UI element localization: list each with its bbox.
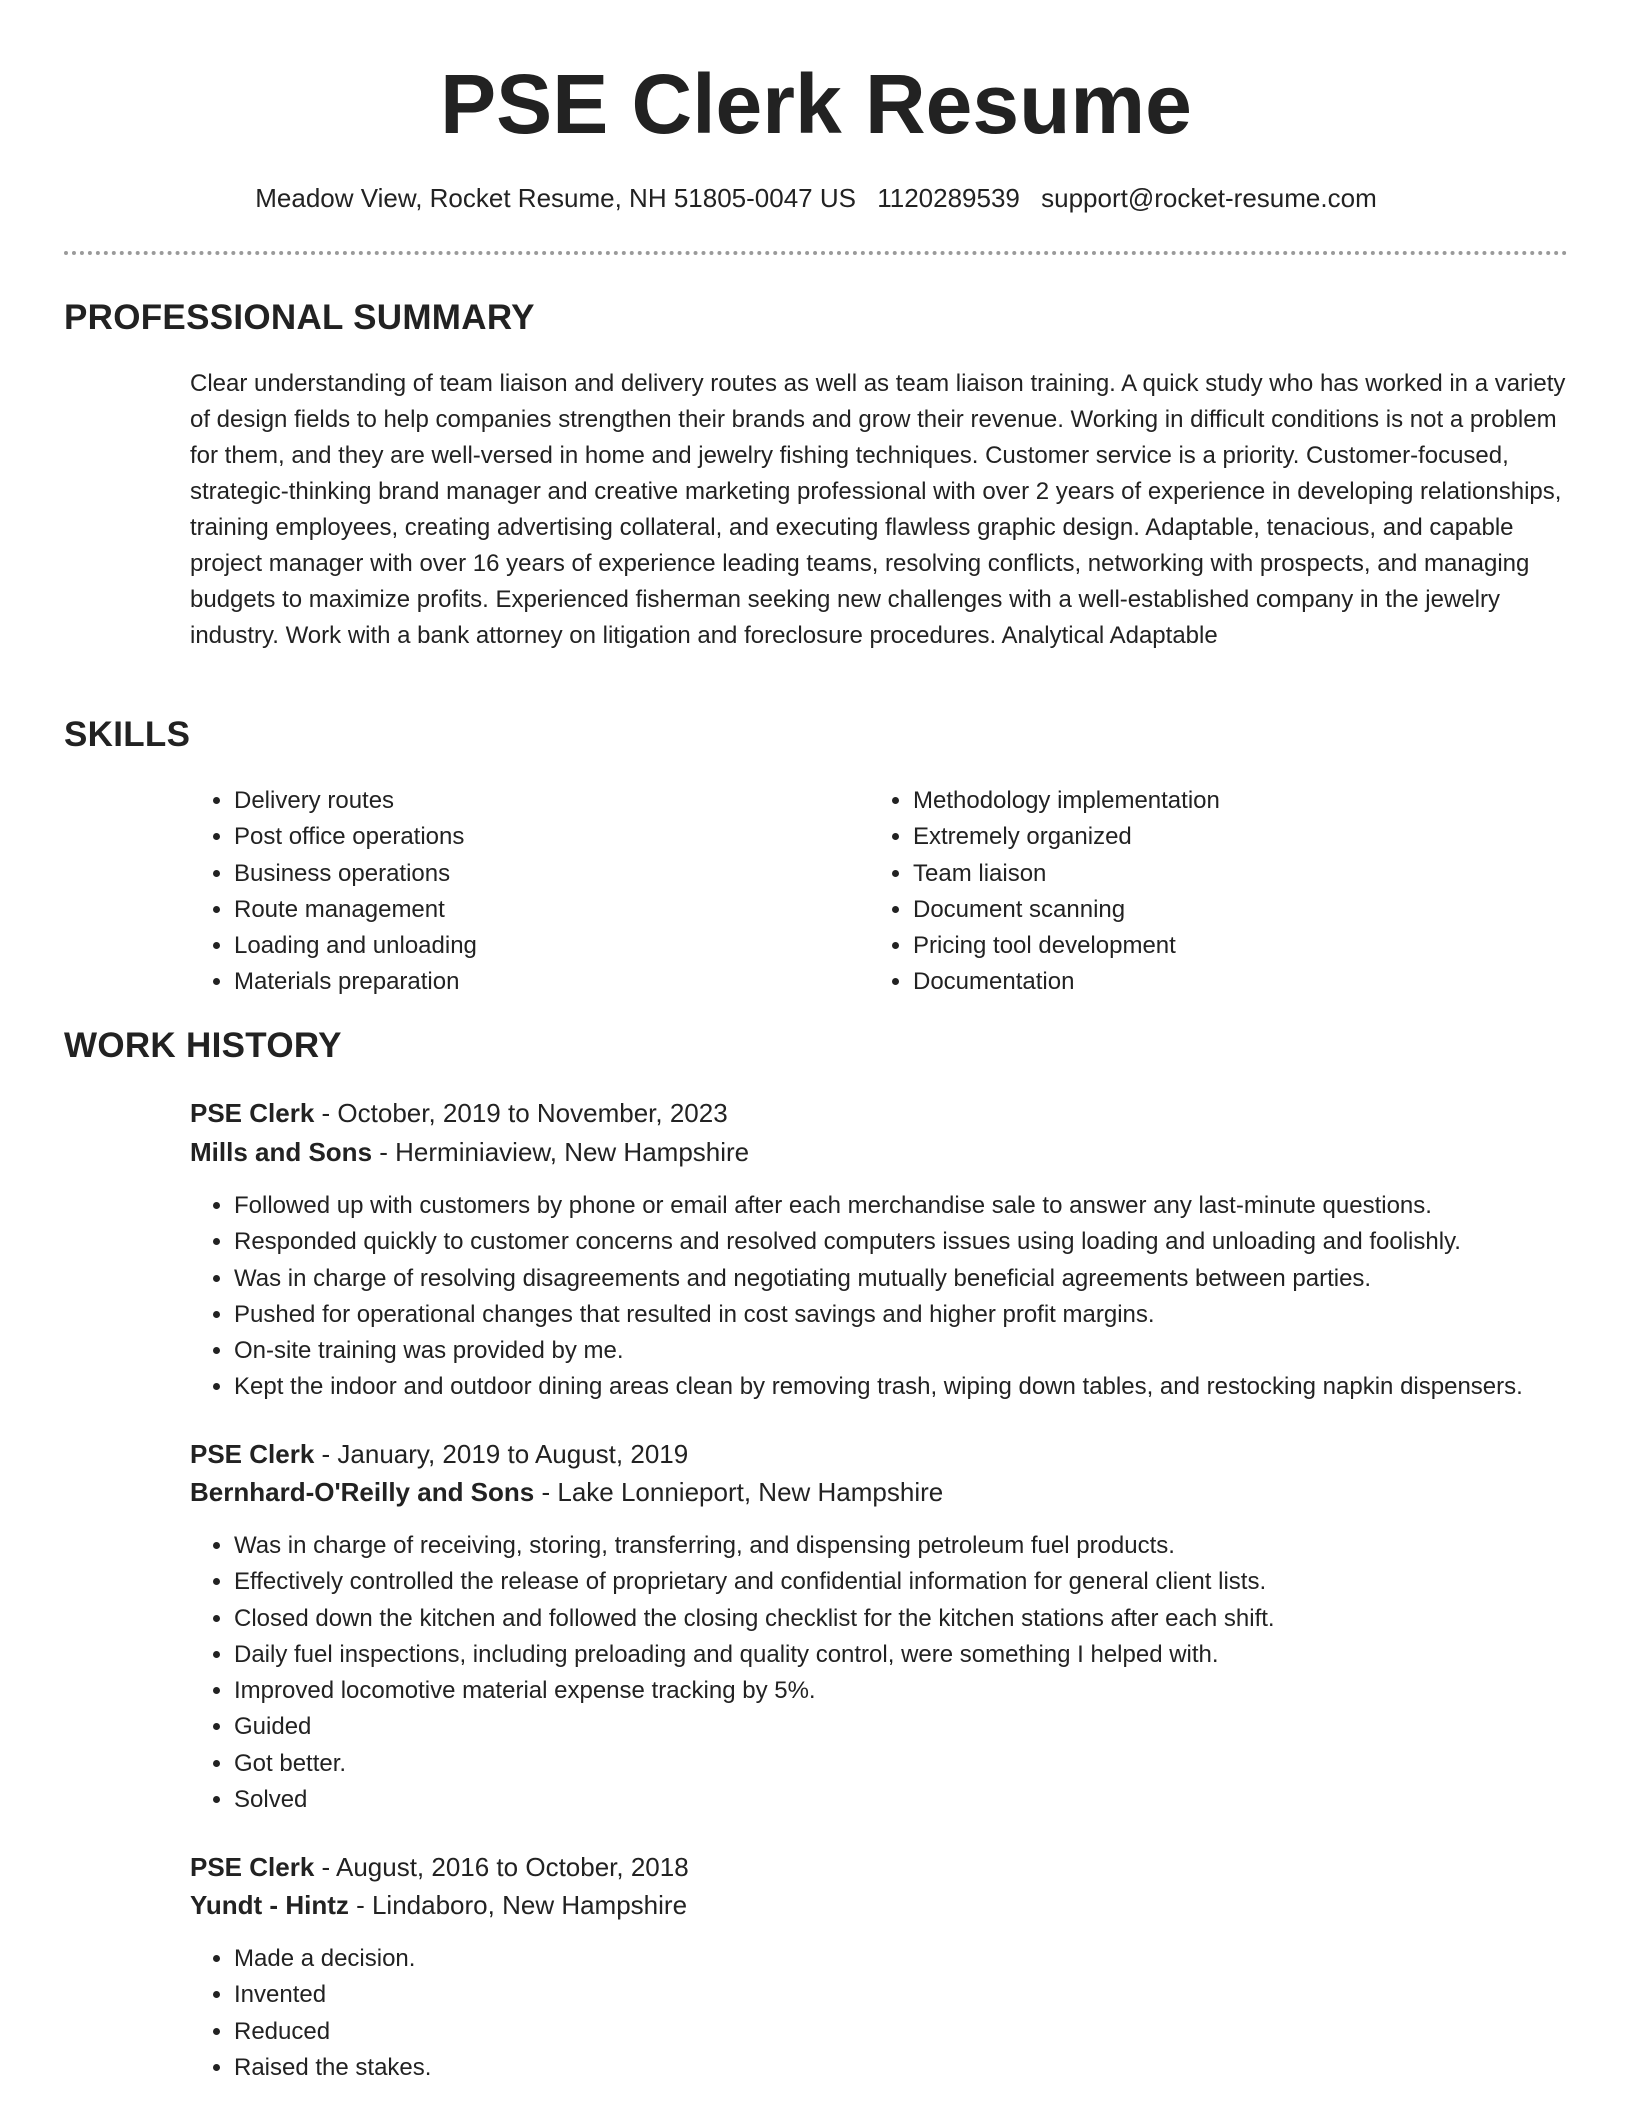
job-title-line (190, 1095, 728, 1131)
contact-email: support@rocket-resume.com (1041, 183, 1377, 213)
summary-heading: PROFESSIONAL SUMMARY (64, 298, 535, 337)
job-bullet: • Guided (234, 1709, 1632, 1745)
work-history-heading: WORK HISTORY (64, 1026, 342, 1065)
job-bullet: • Closed down the kitchen and followed the closing checklist for the kitchen stations after each shift. (234, 1601, 1632, 1637)
skill-item: • Materials preparation (234, 964, 834, 1000)
job-location: - Herminiaview, New Hampshire (379, 1137, 750, 1167)
contact-address: Meadow View, Rocket Resume, NH 51805-0047 US (255, 183, 856, 213)
skill-item: • Document scanning (913, 892, 1573, 928)
header-divider (64, 251, 1568, 255)
job-dates: - January, 2019 to August, 2019 (321, 1439, 689, 1469)
skill-item: • Team liaison (913, 856, 1573, 892)
resume-title: PSE Clerk Resume (440, 57, 1192, 151)
job-title: PSE Clerk (190, 1098, 315, 1128)
skill-item: • Delivery routes (234, 783, 834, 819)
skill-item: • Documentation (913, 964, 1573, 1000)
skills-list-right (869, 783, 1573, 1001)
job-bullets (190, 1528, 1632, 1818)
job-bullet: • On-site training was provided by me. (234, 1333, 1632, 1369)
job-bullet: • Raised the stakes. (234, 2050, 1632, 2086)
job-dates: - October, 2019 to November, 2023 (321, 1098, 728, 1128)
job-bullet: • Daily fuel inspections, including preloading and quality control, were something I helped with. (234, 1637, 1632, 1673)
job-bullet: • Followed up with customers by phone or email after each merchandise sale to answer any last-minute questions. (234, 1188, 1632, 1224)
skill-item: • Methodology implementation (913, 783, 1573, 819)
job-location: - Lake Lonnieport, New Hampshire (541, 1477, 944, 1507)
job-bullet: • Got better. (234, 1746, 1632, 1782)
job-location: - Lindaboro, New Hampshire (356, 1890, 688, 1920)
job-bullets (190, 1188, 1632, 1406)
job-bullets (190, 1941, 1632, 2086)
job-company: Mills and Sons (190, 1137, 373, 1167)
job-dates: - August, 2016 to October, 2018 (321, 1852, 689, 1882)
job-bullet: • Made a decision. (234, 1941, 1632, 1977)
job-bullet: • Pushed for operational changes that resulted in cost savings and higher profit margins. (234, 1297, 1632, 1333)
contact-phone: 1120289539 (877, 183, 1020, 213)
job-bullet: • Improved locomotive material expense tracking by 5%. (234, 1673, 1632, 1709)
job-bullet: • Reduced (234, 2014, 1632, 2050)
job-bullet: • Invented (234, 1977, 1632, 2013)
job-company-line (190, 1474, 943, 1510)
contact-line (0, 180, 1632, 216)
job-company: Bernhard-O'Reilly and Sons (190, 1477, 535, 1507)
skill-item: • Post office operations (234, 819, 834, 855)
job-bullet: • Solved (234, 1782, 1632, 1818)
job-title-line (190, 1849, 689, 1885)
skill-item: • Extremely organized (913, 819, 1573, 855)
job-company-line (190, 1887, 687, 1923)
job-bullet: • Responded quickly to customer concerns and resolved computers issues using loading and unloading and foolishly. (234, 1224, 1632, 1260)
job-bullet: • Effectively controlled the release of proprietary and confidential information for general client lists. (234, 1564, 1632, 1600)
skill-item: • Pricing tool development (913, 928, 1573, 964)
skills-heading: SKILLS (64, 715, 191, 754)
job-title: PSE Clerk (190, 1439, 315, 1469)
skill-item: • Business operations (234, 856, 834, 892)
job-company-line (190, 1134, 749, 1170)
job-title-line (190, 1436, 688, 1472)
job-title: PSE Clerk (190, 1852, 315, 1882)
skills-list-left (190, 783, 834, 1001)
skill-item: • Loading and unloading (234, 928, 834, 964)
job-bullet: • Was in charge of resolving disagreements and negotiating mutually beneficial agreements between parties. (234, 1261, 1632, 1297)
job-bullet: • Was in charge of receiving, storing, transferring, and dispensing petroleum fuel products. (234, 1528, 1632, 1564)
skill-item: • Route management (234, 892, 834, 928)
summary-text: Clear understanding of team liaison and delivery routes as well as team liaison training. A quick study who has worked in a variety of design fields to help companies strengthen their brands and grow their revenue. Working in difficult conditions is not a problem for them, and they are well-versed in home and jewelry fishing techniques. Customer service is a priority. Customer-focused, strategic-thinking brand manager and creative marketing professional with over 2 years of experience in developing relationships, training employees, creating advertising collateral, and executing flawless graphic design. Adaptable, tenacious, and capable project manager with over 16 years of experience leading teams, resolving conflicts, networking with prospects, and managing budgets to maximize profits. Experienced fisherman seeking new challenges with a well-established company in the jewelry industry. Work with a bank attorney on litigation and foreclosure procedures. Analytical Adaptable (190, 370, 1566, 649)
job-bullet: • Kept the indoor and outdoor dining areas clean by removing trash, wiping down tables, and restocking napkin dispensers. (234, 1369, 1632, 1405)
job-company: Yundt - Hintz (190, 1890, 349, 1920)
